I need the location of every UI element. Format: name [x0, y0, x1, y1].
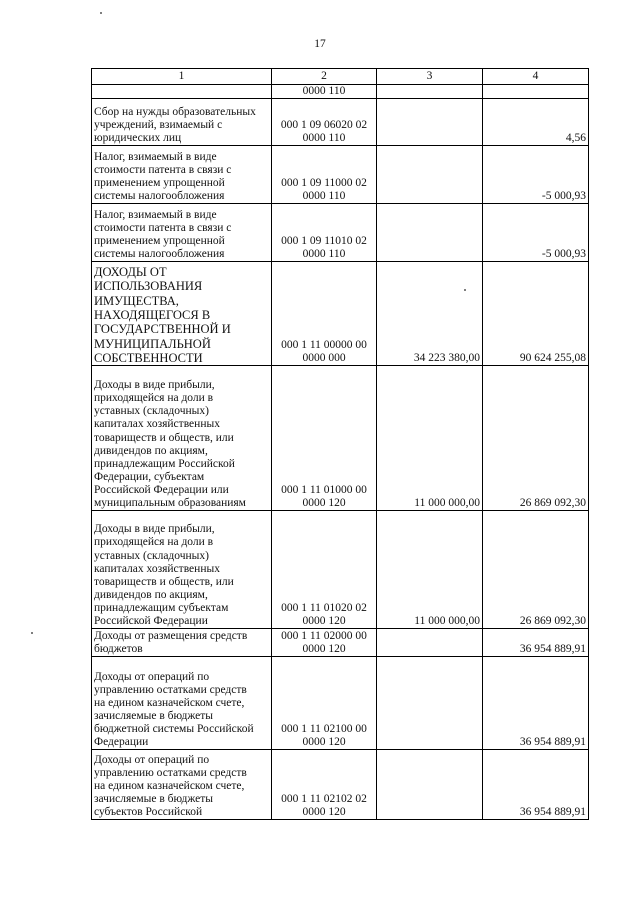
planned-amount [377, 146, 483, 204]
budget-code: 000 1 11 00000 00 0000 000 [281, 338, 367, 364]
actual-amount: 26 869 092,30 [483, 366, 589, 511]
budget-code: 000 1 11 01000 00 0000 120 [281, 483, 367, 509]
column-header-3: 3 [377, 69, 483, 85]
actual-amount: 90 624 255,08 [483, 262, 589, 366]
planned-amount: 34 223 380,00 [377, 262, 483, 366]
budget-code: 000 1 11 01020 02 0000 120 [281, 601, 367, 627]
actual-amount: 36 954 889,91 [483, 629, 589, 657]
budget-code: 000 1 09 11010 02 0000 110 [281, 234, 367, 260]
table-row [92, 204, 589, 262]
page-number: 17 [314, 38, 326, 50]
planned-amount: 11 000 000,00 [377, 366, 483, 511]
column-header-1: 1 [92, 69, 272, 85]
budget-code: 000 1 09 06020 02 0000 110 [280, 118, 368, 144]
revenue-name: Доходы в виде прибыли, приходящейся на доли в уставных (складочных) капиталах хозяйственных товариществ и обществ, или дивидендов по акциям, принадлежащим Российской Федерации, субъектам Российской Федерации или муниципальным образованиям [94, 379, 246, 509]
actual-amount: -5 000,93 [483, 146, 589, 204]
revenue-table [91, 68, 589, 820]
column-header-2: 2 [272, 69, 377, 85]
table-row [92, 146, 589, 204]
scan-speck [100, 12, 102, 14]
revenue-name: Налог, взимаемый в виде стоимости патента в связи с применением упрощенной системы налогообложения [94, 150, 232, 202]
planned-amount: 11 000 000,00 [377, 511, 483, 629]
actual-amount: 4,56 [483, 99, 589, 146]
actual-amount [483, 85, 589, 99]
revenue-name: Доходы от размещения средств бюджетов [94, 629, 248, 655]
actual-amount: 36 954 889,91 [483, 657, 589, 750]
planned-amount [377, 99, 483, 146]
table-row [92, 657, 589, 750]
header-row [92, 69, 589, 85]
table-row [92, 262, 589, 366]
budget-code: 000 1 11 02000 00 0000 120 [281, 629, 367, 655]
budget-code: 000 1 09 11000 02 0000 110 [281, 176, 367, 202]
table-row [92, 750, 589, 820]
revenue-name: Сбор на нужды образовательных учреждений, взимаемый с юридических лиц [94, 105, 256, 144]
revenue-name: Доходы от операций по управлению остатками средств на едином казначейском счете, зачисляемые в бюджеты субъектов Российской [94, 753, 247, 818]
actual-amount: 36 954 889,91 [483, 750, 589, 820]
table-row [92, 629, 589, 657]
table-row [92, 511, 589, 629]
budget-code: 0000 110 [302, 85, 346, 97]
actual-amount: -5 000,93 [483, 204, 589, 262]
revenue-name: ДОХОДЫ ОТ ИСПОЛЬЗОВАНИЯ ИМУЩЕСТВА, НАХОДЯЩЕГОСЯ В ГОСУДАРСТВЕННОЙ И МУНИЦИПАЛЬНОЙ СОБСТВЕННОСТИ [94, 265, 231, 365]
planned-amount [377, 750, 483, 820]
table-row [92, 99, 589, 146]
revenue-name: Налог, взимаемый в виде стоимости патента в связи с применением упрощенной системы налогообложения [94, 208, 232, 260]
column-header-4: 4 [483, 69, 589, 85]
planned-amount [377, 204, 483, 262]
planned-amount [377, 629, 483, 657]
table-row [92, 366, 589, 511]
planned-amount [377, 85, 483, 99]
revenue-name: Доходы в виде прибыли, приходящейся на доли в уставных (складочных) капиталах хозяйственных товариществ и обществ, или дивидендов по акциям, принадлежащим субъектам Российской Федерации [94, 523, 234, 627]
budget-code: 000 1 11 02102 02 0000 120 [281, 792, 367, 818]
scan-speck [31, 632, 33, 634]
actual-amount: 26 869 092,30 [483, 511, 589, 629]
scan-speck [464, 289, 466, 291]
table-row [92, 85, 589, 99]
planned-amount [377, 657, 483, 750]
revenue-name: Доходы от операций по управлению остатками средств на едином казначейском счете, зачисляемые в бюджеты бюджетной системы Российской Федерации [94, 670, 254, 748]
budget-code: 000 1 11 02100 00 0000 120 [281, 722, 367, 748]
